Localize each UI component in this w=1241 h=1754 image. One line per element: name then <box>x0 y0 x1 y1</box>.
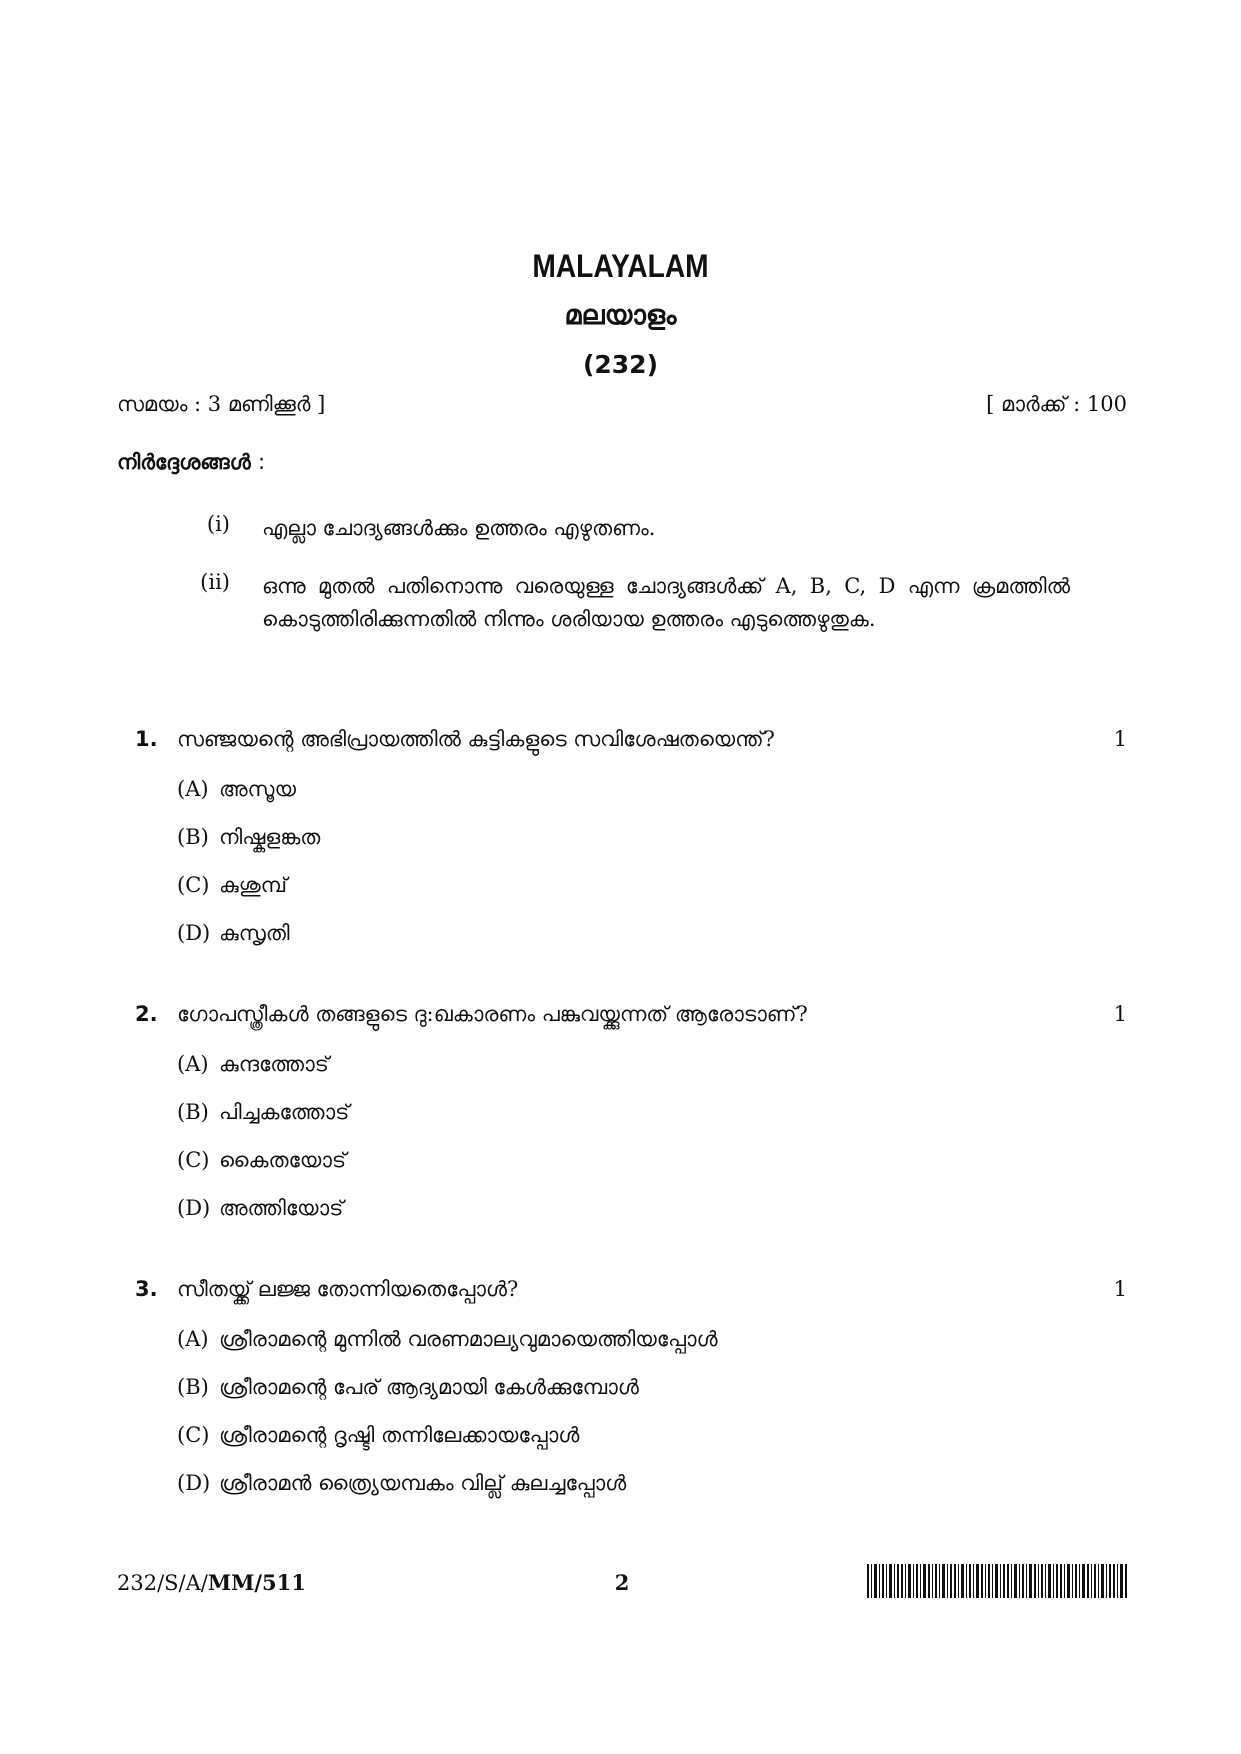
page-title: MALAYALAM <box>532 248 709 284</box>
page-footer <box>117 1570 1127 1610</box>
paper-code-prefix: 232/S/A/ <box>117 1571 208 1595</box>
instruction-number: (i) <box>206 512 230 536</box>
option-3c <box>177 1423 579 1448</box>
option-text: അത്തിയോട് <box>219 1196 344 1220</box>
option-label: (D) <box>177 1471 211 1495</box>
instructions-heading <box>117 450 265 475</box>
option-text: പിച്ചകത്തോട് <box>219 1100 350 1124</box>
option-label: (C) <box>177 1423 210 1447</box>
question-text: സീതയ്ക്ക് ലജ്ജ തോന്നിയതെപ്പോൾ? <box>177 1277 519 1301</box>
option-label: (D) <box>177 921 211 945</box>
max-marks: [ മാർക്ക് : 100 <box>986 392 1127 416</box>
option-2a <box>177 1052 329 1077</box>
option-1d <box>177 921 290 946</box>
option-2b <box>177 1100 349 1125</box>
instructions-heading-colon: : <box>258 450 266 474</box>
option-text: നിഷ്കളങ്കത <box>219 825 321 849</box>
time-allowed: സമയം : 3 മണിക്കൂർ ] <box>117 392 326 416</box>
instruction-text: ഒന്നു മുതൽ പതിനൊന്നു വരെയുള്ള ചോദ്യങ്ങൾക്ക് A, B, C, D എന്ന ക്രമത്തിൽ കൊടുത്തിരിക്കുന്നതിൽ നിന്നും ശരിയായ ഉത്തരം എടുത്തെഴുതുക. <box>262 574 1070 631</box>
page-number: 2 <box>614 1570 630 1595</box>
option-text: അസൂയ <box>219 777 296 801</box>
question-text: ഗോപസ്ത്രീകൾ തങ്ങളുടെ ദു:ഖകാരണം പങ്കുവയ്ക്കുന്നത് ആരോടാണ്? <box>177 1002 808 1026</box>
option-text: ശ്രീരാമന്റെ പേര് ആദ്യമായി കേൾക്കുമ്പോൾ <box>219 1375 639 1399</box>
instructions-heading-text: നിർദ്ദേശങ്ങൾ <box>117 450 251 474</box>
option-label: (D) <box>177 1196 211 1220</box>
option-2c <box>177 1148 346 1173</box>
exam-meta <box>117 392 1127 422</box>
question-number: 1. <box>135 727 158 751</box>
option-label: (A) <box>177 777 209 801</box>
option-label: (B) <box>177 1100 209 1124</box>
option-label: (B) <box>177 1375 209 1399</box>
subject-code: (232) <box>582 350 659 379</box>
option-label: (A) <box>177 1052 209 1076</box>
option-label: (B) <box>177 825 209 849</box>
barcode-icon <box>867 1564 1127 1598</box>
instruction-number: (ii) <box>200 570 230 594</box>
option-text: ശ്രീരാമന്റെ ദൃഷ്ടി തന്നിലേക്കായപ്പോൾ <box>219 1423 580 1447</box>
option-1c <box>177 873 287 898</box>
instruction-text: എല്ലാ ചോദ്യങ്ങൾക്കും ഉത്തരം എഴുതണം. <box>262 516 656 540</box>
option-label: (C) <box>177 1148 210 1172</box>
question-number: 2. <box>135 1002 158 1026</box>
option-1a <box>177 777 296 802</box>
option-3d <box>177 1471 626 1496</box>
option-text: കൈതയോട് <box>219 1148 347 1172</box>
option-text: കുന്ദത്തോട് <box>219 1052 329 1076</box>
option-3a <box>177 1327 718 1352</box>
question-text: സഞ്ജയന്റെ അഭിപ്രായത്തിൽ കുട്ടികളുടെ സവിശേഷതയെന്ത്? <box>177 727 775 751</box>
paper-code-bold: MM/511 <box>207 1570 306 1595</box>
option-2d <box>177 1196 343 1221</box>
option-label: (C) <box>177 873 210 897</box>
question-mark: 1 <box>1113 727 1127 751</box>
option-label: (A) <box>177 1327 209 1351</box>
option-text: ശ്രീരാമൻ ത്ര്യൈയമ്പകം വില്ല് കുലച്ചപ്പോൾ <box>219 1471 627 1495</box>
page-subtitle: മലയാളം <box>564 300 677 331</box>
question-mark: 1 <box>1113 1277 1127 1301</box>
option-text: ശ്രീരാമന്റെ മുന്നിൽ വരണമാല്യവുമായെത്തിയപ്പോൾ <box>219 1327 718 1351</box>
option-text: കുശുമ്പ് <box>219 873 287 897</box>
option-text: കുസൃതി <box>219 921 290 945</box>
question-number: 3. <box>135 1277 158 1301</box>
option-1b <box>177 825 320 850</box>
option-3b <box>177 1375 639 1400</box>
question-mark: 1 <box>1113 1002 1127 1026</box>
